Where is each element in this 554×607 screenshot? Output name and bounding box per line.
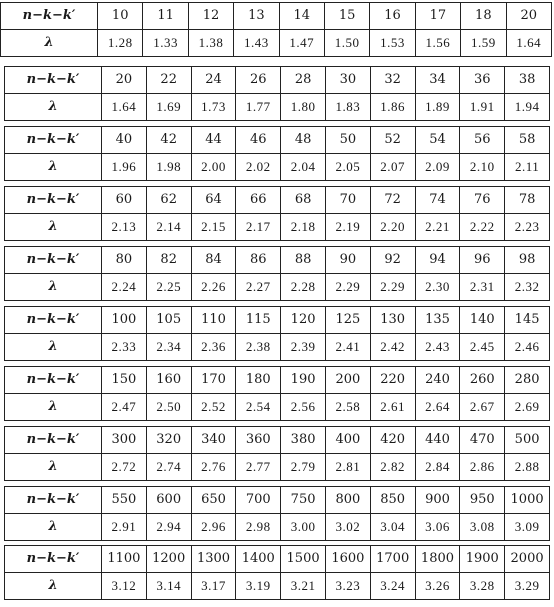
lambda-value: 2.30 bbox=[415, 274, 460, 301]
row-lambda bbox=[5, 154, 550, 181]
n-k-k-value: 60 bbox=[102, 187, 147, 214]
lambda-value: 3.24 bbox=[370, 573, 415, 600]
n-k-k-value: 54 bbox=[415, 127, 460, 154]
row-label-n-k-k: n−k−k′ bbox=[5, 307, 102, 334]
n-k-k-value: 200 bbox=[325, 367, 370, 394]
row-n-k-k bbox=[5, 367, 550, 394]
n-k-k-value: 82 bbox=[146, 247, 191, 274]
lambda-value: 2.76 bbox=[191, 454, 236, 481]
lambda-value: 2.38 bbox=[236, 334, 281, 361]
n-k-k-value: 130 bbox=[370, 307, 415, 334]
n-k-k-value: 100 bbox=[102, 307, 147, 334]
lambda-value: 3.04 bbox=[370, 514, 415, 541]
lambda-value: 1.28 bbox=[98, 30, 143, 57]
row-lambda bbox=[5, 94, 550, 121]
n-k-k-value: 470 bbox=[460, 427, 505, 454]
row-n-k-k bbox=[5, 187, 550, 214]
row-label-n-k-k: n−k−k′ bbox=[5, 67, 102, 94]
n-k-k-value: 1200 bbox=[146, 546, 191, 573]
row-lambda bbox=[5, 334, 550, 361]
n-k-k-value: 145 bbox=[505, 307, 550, 334]
n-k-k-value: 18 bbox=[461, 3, 506, 30]
row-n-k-k bbox=[5, 546, 550, 573]
row-label-n-k-k: n−k−k′ bbox=[5, 546, 102, 573]
n-k-k-value: 88 bbox=[281, 247, 326, 274]
n-k-k-value: 42 bbox=[146, 127, 191, 154]
lambda-value: 1.50 bbox=[324, 30, 369, 57]
lambda-value: 2.67 bbox=[460, 394, 505, 421]
lambda-value: 2.10 bbox=[460, 154, 505, 181]
lambda-value: 2.13 bbox=[102, 214, 147, 241]
n-k-k-value: 78 bbox=[505, 187, 550, 214]
lambda-value: 1.33 bbox=[143, 30, 188, 57]
n-k-k-value: 180 bbox=[236, 367, 281, 394]
lambda-value: 1.38 bbox=[188, 30, 233, 57]
lambda-value: 2.58 bbox=[325, 394, 370, 421]
lambda-value: 3.12 bbox=[102, 573, 147, 600]
n-k-k-value: 650 bbox=[191, 487, 236, 514]
lambda-value: 2.91 bbox=[102, 514, 147, 541]
lambda-value: 1.47 bbox=[279, 30, 324, 57]
n-k-k-value: 16 bbox=[370, 3, 415, 30]
lambda-value: 1.83 bbox=[325, 94, 370, 121]
lambda-value: 3.06 bbox=[415, 514, 460, 541]
row-n-k-k bbox=[5, 247, 550, 274]
n-k-k-value: 1000 bbox=[505, 487, 550, 514]
lambda-value: 1.89 bbox=[415, 94, 460, 121]
lambda-value: 1.73 bbox=[191, 94, 236, 121]
n-k-k-value: 62 bbox=[146, 187, 191, 214]
n-k-k-value: 220 bbox=[370, 367, 415, 394]
n-k-k-value: 72 bbox=[370, 187, 415, 214]
n-k-k-value: 150 bbox=[102, 367, 147, 394]
lambda-value: 3.28 bbox=[460, 573, 505, 600]
n-k-k-value: 13 bbox=[234, 3, 279, 30]
n-k-k-value: 11 bbox=[143, 3, 188, 30]
lambda-value: 1.59 bbox=[461, 30, 506, 57]
n-k-k-value: 190 bbox=[281, 367, 326, 394]
lambda-value: 2.61 bbox=[370, 394, 415, 421]
n-k-k-value: 170 bbox=[191, 367, 236, 394]
table-block-9 bbox=[4, 486, 550, 541]
row-lambda bbox=[5, 454, 550, 481]
lambda-value: 2.34 bbox=[146, 334, 191, 361]
lambda-value: 2.98 bbox=[236, 514, 281, 541]
lambda-value: 2.94 bbox=[146, 514, 191, 541]
lambda-value: 2.50 bbox=[146, 394, 191, 421]
row-n-k-k bbox=[5, 487, 550, 514]
lambda-value: 3.23 bbox=[325, 573, 370, 600]
n-k-k-value: 1500 bbox=[281, 546, 326, 573]
row-label-lambda: λ bbox=[5, 454, 102, 481]
n-k-k-value: 26 bbox=[236, 67, 281, 94]
row-label-lambda: λ bbox=[5, 573, 102, 600]
n-k-k-value: 420 bbox=[370, 427, 415, 454]
n-k-k-value: 90 bbox=[325, 247, 370, 274]
row-label-n-k-k: n−k−k′ bbox=[5, 487, 102, 514]
n-k-k-value: 120 bbox=[281, 307, 326, 334]
n-k-k-value: 900 bbox=[415, 487, 460, 514]
n-k-k-value: 38 bbox=[505, 67, 550, 94]
table-block-4 bbox=[4, 186, 550, 241]
n-k-k-value: 24 bbox=[191, 67, 236, 94]
n-k-k-value: 700 bbox=[236, 487, 281, 514]
lambda-value: 3.29 bbox=[505, 573, 550, 600]
row-label-lambda: λ bbox=[5, 514, 102, 541]
n-k-k-value: 56 bbox=[460, 127, 505, 154]
lambda-value: 3.09 bbox=[505, 514, 550, 541]
row-label-lambda: λ bbox=[5, 394, 102, 421]
n-k-k-value: 58 bbox=[505, 127, 550, 154]
n-k-k-value: 750 bbox=[281, 487, 326, 514]
lambda-value: 1.64 bbox=[506, 30, 551, 57]
lambda-value: 1.43 bbox=[234, 30, 279, 57]
lambda-value: 1.98 bbox=[146, 154, 191, 181]
n-k-k-value: 380 bbox=[281, 427, 326, 454]
row-label-lambda: λ bbox=[5, 274, 102, 301]
lambda-value: 2.09 bbox=[415, 154, 460, 181]
lambda-value: 3.19 bbox=[236, 573, 281, 600]
lambda-value: 2.05 bbox=[325, 154, 370, 181]
n-k-k-value: 15 bbox=[324, 3, 369, 30]
lambda-value: 2.43 bbox=[415, 334, 460, 361]
n-k-k-value: 1700 bbox=[370, 546, 415, 573]
n-k-k-value: 34 bbox=[415, 67, 460, 94]
row-label-lambda: λ bbox=[5, 334, 102, 361]
table-block-3 bbox=[4, 126, 550, 181]
n-k-k-value: 400 bbox=[325, 427, 370, 454]
row-label-lambda: λ bbox=[5, 154, 102, 181]
n-k-k-value: 105 bbox=[146, 307, 191, 334]
n-k-k-value: 1900 bbox=[460, 546, 505, 573]
lambda-value: 3.02 bbox=[325, 514, 370, 541]
lambda-value: 2.15 bbox=[191, 214, 236, 241]
n-k-k-value: 50 bbox=[325, 127, 370, 154]
n-k-k-value: 340 bbox=[191, 427, 236, 454]
lambda-value: 2.11 bbox=[505, 154, 550, 181]
n-k-k-value: 52 bbox=[370, 127, 415, 154]
n-k-k-value: 800 bbox=[325, 487, 370, 514]
table-block-2 bbox=[4, 66, 550, 121]
n-k-k-value: 600 bbox=[146, 487, 191, 514]
lambda-value: 3.00 bbox=[281, 514, 326, 541]
n-k-k-value: 20 bbox=[102, 67, 147, 94]
row-lambda bbox=[5, 274, 550, 301]
lambda-value: 1.86 bbox=[370, 94, 415, 121]
n-k-k-value: 115 bbox=[236, 307, 281, 334]
lambda-value: 2.26 bbox=[191, 274, 236, 301]
row-n-k-k bbox=[5, 307, 550, 334]
row-lambda bbox=[5, 214, 550, 241]
n-k-k-value: 14 bbox=[279, 3, 324, 30]
n-k-k-value: 110 bbox=[191, 307, 236, 334]
lambda-value: 1.56 bbox=[415, 30, 460, 57]
n-k-k-value: 30 bbox=[325, 67, 370, 94]
lambda-value: 2.46 bbox=[505, 334, 550, 361]
lambda-value: 2.29 bbox=[325, 274, 370, 301]
lambda-value: 2.45 bbox=[460, 334, 505, 361]
lambda-value: 2.18 bbox=[281, 214, 326, 241]
lambda-value: 1.69 bbox=[146, 94, 191, 121]
lambda-value: 2.42 bbox=[370, 334, 415, 361]
row-lambda bbox=[1, 30, 552, 57]
lambda-value: 2.24 bbox=[102, 274, 147, 301]
lambda-value: 2.23 bbox=[505, 214, 550, 241]
n-k-k-value: 76 bbox=[460, 187, 505, 214]
lambda-value: 2.54 bbox=[236, 394, 281, 421]
row-n-k-k bbox=[5, 67, 550, 94]
lambda-value: 2.21 bbox=[415, 214, 460, 241]
lambda-value: 2.25 bbox=[146, 274, 191, 301]
lambda-value: 1.80 bbox=[281, 94, 326, 121]
lambda-value: 2.79 bbox=[281, 454, 326, 481]
row-lambda bbox=[5, 514, 550, 541]
n-k-k-value: 84 bbox=[191, 247, 236, 274]
n-k-k-value: 280 bbox=[505, 367, 550, 394]
lambda-value: 2.56 bbox=[281, 394, 326, 421]
lambda-value: 2.32 bbox=[505, 274, 550, 301]
lambda-value: 2.86 bbox=[460, 454, 505, 481]
lambda-value: 2.52 bbox=[191, 394, 236, 421]
n-k-k-value: 850 bbox=[370, 487, 415, 514]
row-n-k-k bbox=[5, 427, 550, 454]
lambda-value: 2.77 bbox=[236, 454, 281, 481]
row-label-lambda: λ bbox=[5, 94, 102, 121]
n-k-k-value: 360 bbox=[236, 427, 281, 454]
n-k-k-value: 92 bbox=[370, 247, 415, 274]
table-block-6 bbox=[4, 306, 550, 361]
row-label-n-k-k: n−k−k′ bbox=[5, 247, 102, 274]
lambda-value: 1.64 bbox=[102, 94, 147, 121]
n-k-k-value: 10 bbox=[98, 3, 143, 30]
row-label-n-k-k: n−k−k′ bbox=[5, 187, 102, 214]
lambda-value: 2.29 bbox=[370, 274, 415, 301]
n-k-k-value: 40 bbox=[102, 127, 147, 154]
n-k-k-value: 48 bbox=[281, 127, 326, 154]
lambda-value: 2.74 bbox=[146, 454, 191, 481]
n-k-k-value: 96 bbox=[460, 247, 505, 274]
row-label-n-k-k: n−k−k′ bbox=[5, 427, 102, 454]
n-k-k-value: 36 bbox=[460, 67, 505, 94]
n-k-k-value: 44 bbox=[191, 127, 236, 154]
n-k-k-value: 80 bbox=[102, 247, 147, 274]
n-k-k-value: 260 bbox=[460, 367, 505, 394]
n-k-k-value: 1300 bbox=[191, 546, 236, 573]
n-k-k-value: 64 bbox=[191, 187, 236, 214]
n-k-k-value: 2000 bbox=[505, 546, 550, 573]
n-k-k-value: 68 bbox=[281, 187, 326, 214]
n-k-k-value: 74 bbox=[415, 187, 460, 214]
n-k-k-value: 46 bbox=[236, 127, 281, 154]
lambda-value: 2.33 bbox=[102, 334, 147, 361]
lambda-value: 2.47 bbox=[102, 394, 147, 421]
row-lambda bbox=[5, 394, 550, 421]
n-k-k-value: 98 bbox=[505, 247, 550, 274]
n-k-k-value: 17 bbox=[415, 3, 460, 30]
lambda-value: 2.64 bbox=[415, 394, 460, 421]
n-k-k-value: 500 bbox=[505, 427, 550, 454]
row-label-lambda: λ bbox=[5, 214, 102, 241]
n-k-k-value: 32 bbox=[370, 67, 415, 94]
table-block-5 bbox=[4, 246, 550, 301]
table-block-1 bbox=[0, 2, 552, 57]
table-block-7 bbox=[4, 366, 550, 421]
lambda-value: 2.17 bbox=[236, 214, 281, 241]
lambda-value: 2.41 bbox=[325, 334, 370, 361]
lambda-value: 3.17 bbox=[191, 573, 236, 600]
row-label-n-k-k: n−k−k′ bbox=[5, 127, 102, 154]
n-k-k-value: 1800 bbox=[415, 546, 460, 573]
lambda-value: 2.39 bbox=[281, 334, 326, 361]
n-k-k-value: 160 bbox=[146, 367, 191, 394]
lambda-value: 2.19 bbox=[325, 214, 370, 241]
row-lambda bbox=[5, 573, 550, 600]
table-block-8 bbox=[4, 426, 550, 481]
n-k-k-value: 240 bbox=[415, 367, 460, 394]
lambda-value: 2.82 bbox=[370, 454, 415, 481]
lambda-value: 2.72 bbox=[102, 454, 147, 481]
n-k-k-value: 86 bbox=[236, 247, 281, 274]
lambda-value: 2.28 bbox=[281, 274, 326, 301]
n-k-k-value: 125 bbox=[325, 307, 370, 334]
lambda-value: 2.81 bbox=[325, 454, 370, 481]
lambda-value: 2.69 bbox=[505, 394, 550, 421]
lambda-value: 1.77 bbox=[236, 94, 281, 121]
n-k-k-value: 20 bbox=[506, 3, 551, 30]
n-k-k-value: 22 bbox=[146, 67, 191, 94]
n-k-k-value: 440 bbox=[415, 427, 460, 454]
row-label-lambda: λ bbox=[1, 30, 98, 57]
lambda-value: 2.22 bbox=[460, 214, 505, 241]
lambda-value: 2.00 bbox=[191, 154, 236, 181]
lambda-value: 2.20 bbox=[370, 214, 415, 241]
lambda-value: 2.84 bbox=[415, 454, 460, 481]
lambda-value: 3.14 bbox=[146, 573, 191, 600]
lambda-value: 1.53 bbox=[370, 30, 415, 57]
lambda-value: 1.94 bbox=[505, 94, 550, 121]
lambda-value: 3.26 bbox=[415, 573, 460, 600]
lambda-value: 2.31 bbox=[460, 274, 505, 301]
n-k-k-value: 70 bbox=[325, 187, 370, 214]
lambda-value: 3.21 bbox=[281, 573, 326, 600]
lambda-value: 2.02 bbox=[236, 154, 281, 181]
row-n-k-k bbox=[5, 127, 550, 154]
lambda-value: 2.88 bbox=[505, 454, 550, 481]
lambda-value: 2.04 bbox=[281, 154, 326, 181]
n-k-k-value: 1400 bbox=[236, 546, 281, 573]
n-k-k-value: 135 bbox=[415, 307, 460, 334]
n-k-k-value: 66 bbox=[236, 187, 281, 214]
row-label-n-k-k: n−k−k′ bbox=[5, 367, 102, 394]
n-k-k-value: 140 bbox=[460, 307, 505, 334]
lambda-value: 2.96 bbox=[191, 514, 236, 541]
n-k-k-value: 1100 bbox=[102, 546, 147, 573]
lambda-value: 3.08 bbox=[460, 514, 505, 541]
table-block-10 bbox=[4, 545, 550, 600]
lambda-value: 2.27 bbox=[236, 274, 281, 301]
n-k-k-value: 550 bbox=[102, 487, 147, 514]
n-k-k-value: 950 bbox=[460, 487, 505, 514]
n-k-k-value: 1600 bbox=[325, 546, 370, 573]
n-k-k-value: 28 bbox=[281, 67, 326, 94]
n-k-k-value: 300 bbox=[102, 427, 147, 454]
n-k-k-value: 12 bbox=[188, 3, 233, 30]
row-n-k-k bbox=[1, 3, 552, 30]
lambda-value: 2.36 bbox=[191, 334, 236, 361]
lambda-value: 2.07 bbox=[370, 154, 415, 181]
lambda-value: 1.96 bbox=[102, 154, 147, 181]
n-k-k-value: 320 bbox=[146, 427, 191, 454]
row-label-n-k-k: n−k−k′ bbox=[1, 3, 98, 30]
lambda-value: 2.14 bbox=[146, 214, 191, 241]
n-k-k-value: 94 bbox=[415, 247, 460, 274]
lambda-value: 1.91 bbox=[460, 94, 505, 121]
